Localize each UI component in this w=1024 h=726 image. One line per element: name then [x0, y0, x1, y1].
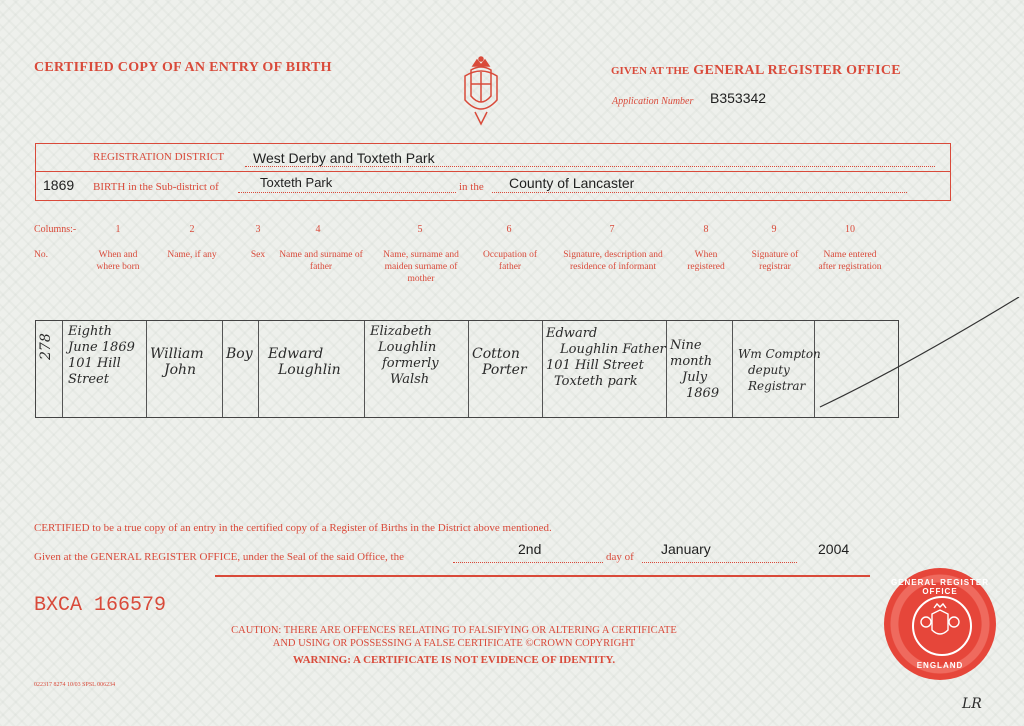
- royal-crest-icon: [459, 56, 503, 126]
- col-head-8: When registered: [687, 250, 725, 272]
- col-head-6: Occupation of father: [482, 250, 538, 272]
- given-at-prefix: GIVEN AT THE: [611, 65, 690, 77]
- col-num-5: 5: [417, 224, 423, 235]
- given-day: 2nd: [518, 541, 542, 557]
- subdistrict-value: Toxteth Park: [260, 175, 333, 190]
- col-head-2: Name, if any: [167, 250, 217, 260]
- col-head-5: Name, surname and maiden surname of mother: [383, 250, 459, 284]
- columns-label: Columns:-: [34, 224, 77, 235]
- col-num-1: 1: [115, 224, 121, 235]
- separator-line: [215, 575, 870, 577]
- in-the-label: in the: [459, 181, 484, 193]
- entry-when-where: Eighth June 1869 101 Hill Street: [68, 324, 135, 387]
- birth-subdistrict-label: BIRTH in the Sub-district of: [93, 181, 219, 193]
- county-value: County of Lancaster: [509, 175, 635, 191]
- entry-father: Edward Loughlin: [268, 346, 341, 378]
- entry-registrar: Wm Compton deputy Registrar: [738, 347, 821, 393]
- col-num-8: 8: [703, 224, 709, 235]
- application-number: B353342: [710, 90, 767, 106]
- col-head-1: When and where born: [96, 250, 140, 272]
- seal-text: GENERAL REGISTER OFFICE: [890, 578, 990, 596]
- col-num-7: 7: [609, 224, 615, 235]
- col-num-9: 9: [771, 224, 777, 235]
- warning-text: WARNING: A CERTIFICATE IS NOT EVIDENCE OF IDENTITY.: [292, 654, 616, 666]
- district-label: REGISTRATION DISTRICT: [93, 151, 225, 163]
- no-label: No.: [34, 250, 48, 260]
- application-label: Application Number: [612, 96, 694, 107]
- col-head-9: Signature of registrar: [751, 250, 799, 272]
- coat-of-arms-icon: [914, 598, 966, 650]
- entry-number: 278: [38, 333, 54, 360]
- col-num-3: 3: [255, 224, 261, 235]
- entry-when-registered: Nine month July 1869: [670, 338, 720, 401]
- col-num-4: 4: [315, 224, 321, 235]
- caution-line-2: AND USING OR POSSESSING A FALSE CERTIFICATE ©CROWN COPYRIGHT: [272, 638, 636, 649]
- col-num-2: 2: [189, 224, 195, 235]
- seal-bottom-text: ENGLAND: [916, 661, 964, 670]
- clerk-initials: LR: [962, 696, 982, 712]
- certificate-title: CERTIFIED COPY OF AN ENTRY OF BIRTH: [34, 60, 332, 75]
- print-code: 022317 8274 10/03 SPSL 006234: [34, 682, 116, 688]
- entry-informant: Edward Loughlin Father 101 Hill Street Toxteth park: [546, 326, 666, 389]
- day-of-label: day of: [606, 551, 634, 563]
- col-num-10: 10: [845, 224, 855, 235]
- given-statement: Given at the GENERAL REGISTER OFFICE, under the Seal of the said Office, the: [34, 551, 404, 563]
- given-year: 2004: [818, 541, 850, 557]
- entry-sex: Boy: [226, 346, 253, 362]
- given-at-office: GENERAL REGISTER OFFICE: [693, 63, 901, 78]
- col-head-4: Name and surname of father: [279, 250, 363, 272]
- cancellation-stroke: [814, 297, 1024, 417]
- caution-line-1: CAUTION: THERE ARE OFFENCES RELATING TO FALSIFYING OR ALTERING A CERTIFICATE: [231, 625, 677, 636]
- general-register-office-seal: [884, 568, 996, 680]
- col-head-3: Sex: [250, 250, 266, 260]
- entry-occupation: Cotton Porter: [472, 346, 527, 378]
- entry-mother: Elizabeth Loughlin formerly Walsh: [370, 324, 439, 387]
- col-head-7: Signature, description and residence of informant: [563, 250, 663, 272]
- certified-statement: CERTIFIED to be a true copy of an entry in the certified copy of a Register of Births in the District above mentioned.: [34, 522, 552, 534]
- given-month: January: [661, 541, 711, 557]
- district-value: West Derby and Toxteth Park: [253, 150, 435, 166]
- col-num-6: 6: [506, 224, 512, 235]
- col-head-10: Name entered after registration: [818, 250, 882, 272]
- entry-name: William John: [150, 346, 204, 378]
- serial-number: BXCA 166579: [34, 594, 167, 617]
- registration-year: 1869: [43, 177, 75, 193]
